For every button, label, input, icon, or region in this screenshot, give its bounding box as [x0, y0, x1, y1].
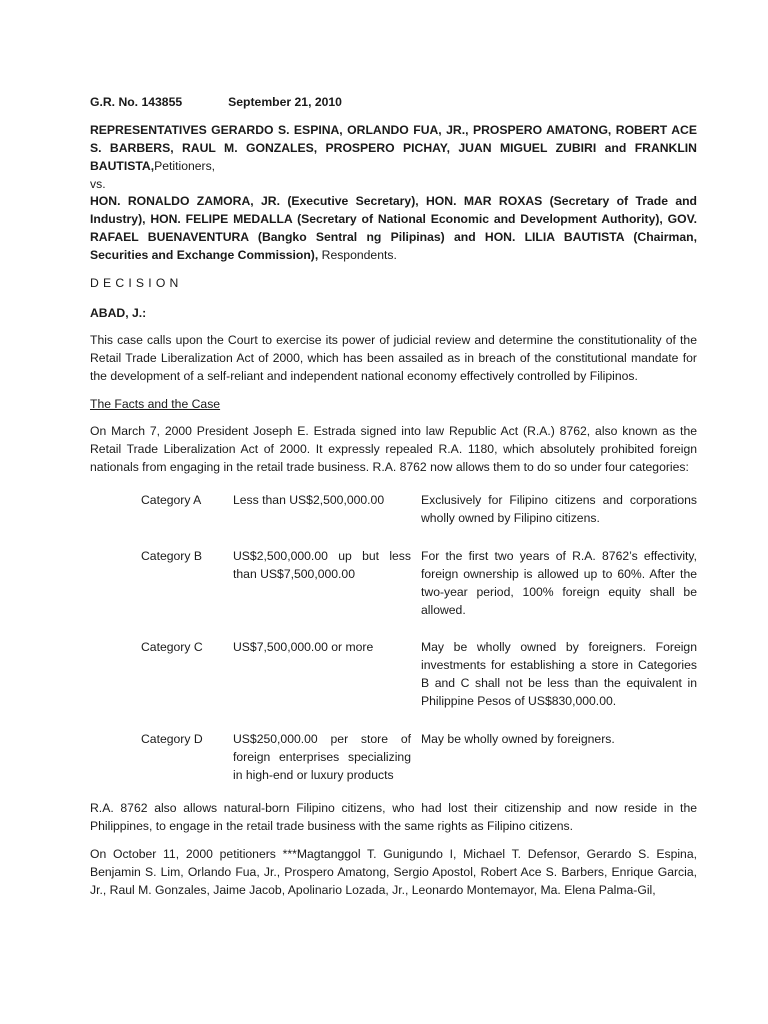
petitioner-names: REPRESENTATIVES GERARDO S. ESPINA, ORLANDO FUA, JR., PROSPERO AMATONG, ROBERT ACE S. BARBERS, RAUL M. GONZALES, PROSPERO PICHAY, JUAN MIGUEL ZUBIRI and FRANKLIN BAUTISTA,	[90, 123, 697, 173]
ponente: ABAD, J.:	[90, 306, 147, 320]
category-name: Category B	[141, 549, 202, 563]
facts-paragraph: On March 7, 2000 President Joseph E. Estrada signed into law Republic Act (R.A.) 8762, also known as the Retail Trade Liberalization Act of 2000. It expressly repealed R.A. 1180, which absolutely prohibited foreign nationals from engaging in the retail trade business. R.A. 8762 now allows them to do so under four categories:	[90, 424, 697, 474]
category-rule: Exclusively for Filipino citizens and corporations wholly owned by Filipino citizens.	[421, 493, 697, 525]
intro-paragraph: This case calls upon the Court to exercise its power of judicial review and determine the constitutionality of the Retail Trade Liberalization Act of 2000, which has been assailed as in breach of the constitutional mandate for the development of a self-reliant and independent national economy effectively controlled by Filipinos.	[90, 333, 697, 383]
petitioners-block	[90, 121, 697, 175]
category-amount: US$2,500,000.00 up but less than US$7,500,000.00	[233, 549, 411, 581]
category-name: Category C	[141, 640, 203, 654]
category-name: Category A	[141, 493, 202, 507]
category-amount: US$250,000.00 per store of foreign enterprises specializing in high-end or luxury products	[233, 732, 411, 782]
facts-heading: The Facts and the Case	[90, 397, 221, 411]
category-rule: May be wholly owned by foreigners.	[421, 732, 615, 746]
respondent-names: HON. RONALDO ZAMORA, JR. (Executive Secretary), HON. MAR ROXAS (Secretary of Trade and Industry), HON. FELIPE MEDALLA (Secretary of National Economic and Development Authority), GOV. RAFAEL BUENAVENTURA (Bangko Sentral ng Pilipinas) and HON. LILIA BAUTISTA (Chairman, Securities and Exchange Commission),	[90, 194, 697, 262]
category-rule: For the first two years of R.A. 8762’s effectivity, foreign ownership is allowed up to 60%. After the two-year period, 100% foreign equity shall be allowed.	[421, 549, 697, 617]
respondents-role: Respondents.	[318, 248, 397, 262]
petitioners-role: Petitioners,	[154, 159, 216, 173]
case-number: G.R. No. 143855	[90, 95, 183, 109]
category-amount: US$7,500,000.00 or more	[233, 640, 374, 654]
category-name: Category D	[141, 732, 203, 746]
decision-heading: DECISION	[90, 276, 183, 290]
case-header	[90, 93, 697, 111]
category-amount: Less than US$2,500,000.00	[233, 493, 385, 507]
respondents-block	[90, 192, 697, 264]
versus-label: vs.	[90, 177, 106, 191]
category-rule: May be wholly owned by foreigners. Foreign investments for establishing a store in Categories B and C shall not be less than the equivalent in Philippine Pesos of US$830,000.00.	[421, 640, 697, 708]
case-date: September 21, 2010	[228, 95, 342, 109]
petition-paragraph: On October 11, 2000 petitioners ***Magtanggol T. Gunigundo I, Michael T. Defensor, Gerardo S. Espina, Benjamin S. Lim, Orlando Fua, Jr., Prospero Amatong, Sergio Apostol, Robert Ace S. Barbers, Enrique Garcia, Jr., Raul M. Gonzales, Jaime Jacob, Apolinario Lozada, Jr., Leonardo Montemayor, Ma. Elena Palma-Gil,	[90, 847, 697, 897]
natural-born-paragraph: R.A. 8762 also allows natural-born Filipino citizens, who had lost their citizenship and now reside in the Philippines, to engage in the retail trade business with the same rights as Filipino citizens.	[90, 801, 697, 833]
